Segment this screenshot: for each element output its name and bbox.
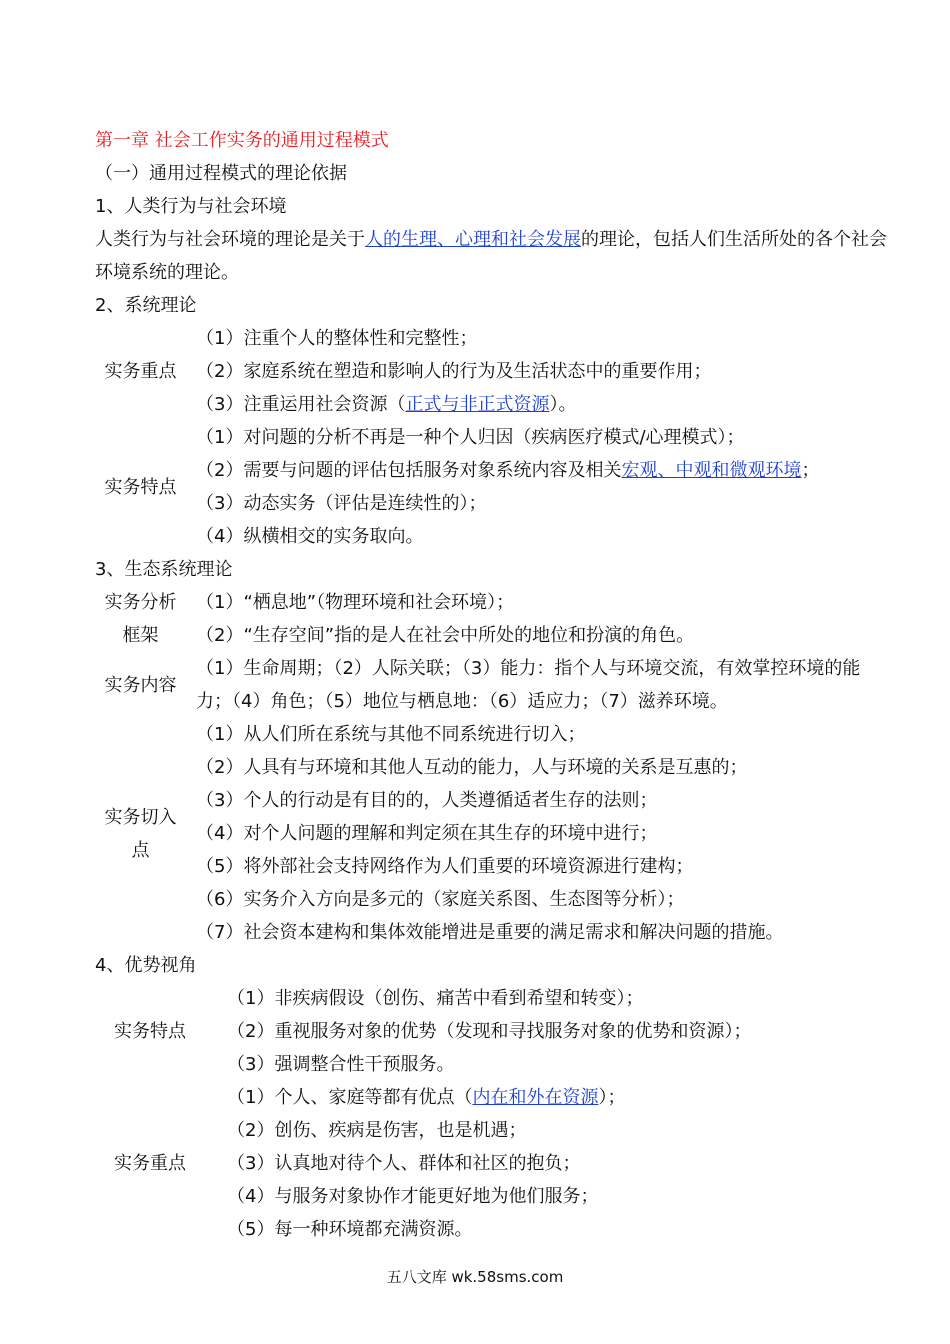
- list-item-text: ）。: [549, 394, 577, 415]
- document-page: [95, 124, 895, 1246]
- section-2-group-1: [95, 322, 895, 421]
- section-2-group-2: [95, 421, 895, 553]
- paragraph-text: 人类行为与社会环境的理论是关于: [95, 229, 365, 250]
- paragraph-text: 的理论，包括人们生活所处的各个社会环境系统的理论。: [95, 229, 887, 283]
- group-label-line: 实务切入: [104, 806, 177, 828]
- list-item: （1）生命周期；（2）人际关联；（3）能力：指个人与环境交流，有效掌控环境的能力；（4）角色；（5）地位与栖息地：（6）适应力；（7）滋养环境。: [196, 658, 861, 712]
- group-label-line: 实务分析: [104, 592, 177, 613]
- section-4-group-1: [95, 982, 895, 1081]
- section-2-heading: 2、系统理论: [95, 295, 197, 316]
- list-item-text: （3）注重运用社会资源（: [196, 394, 406, 415]
- list-item: （2）创伤、疾病是伤害，也是机遇；: [227, 1120, 527, 1141]
- list-item-text: ；: [801, 460, 820, 481]
- section-3-group-1: [95, 586, 895, 652]
- list-item: （1）注重个人的整体性和完整性；: [196, 328, 478, 349]
- list-item-text: （2）需要与问题的评估包括服务对象系统内容及相关: [196, 460, 622, 481]
- list-item: （1）“栖息地”（物理环境和社会环境）；: [196, 592, 515, 613]
- section-3-heading: 3、生态系统理论: [95, 559, 233, 580]
- group-label: 实务内容: [104, 674, 177, 696]
- list-item: （4）与服务对象协作才能更好地为他们服务；: [227, 1186, 599, 1207]
- section-1-heading: 1、人类行为与社会环境: [95, 196, 287, 217]
- group-label: 实务重点: [104, 361, 177, 382]
- list-item: （5）将外部社会支持网络作为人们重要的环境资源进行建构；: [196, 856, 694, 877]
- list-item: （5）每一种环境都充满资源。: [227, 1219, 473, 1240]
- list-item: （2）人具有与环境和其他人互动的能力，人与环境的关系是互惠的；: [196, 757, 748, 778]
- list-item-text: （1）个人、家庭等都有优点（: [227, 1087, 473, 1108]
- group-label: 实务特点: [114, 1021, 186, 1042]
- subtitle: （一）通用过程模式的理论依据: [95, 163, 347, 184]
- section-3-group-2: [95, 652, 895, 718]
- list-item: （1）对问题的分析不再是一种个人归因（疾病医疗模式/心理模式）；: [196, 427, 745, 448]
- list-item: （6）实务介入方向是多元的（家庭关系图、生态图等分析）；: [196, 889, 685, 910]
- footer-watermark: 五八文库 wk.58sms.com: [386, 1268, 564, 1286]
- list-item: （3）个人的行动是有目的的，人类遵循适者生存的法则；: [196, 790, 658, 811]
- list-item: （2）家庭系统在塑造和影响人的行为及生活状态中的重要作用；: [196, 361, 712, 382]
- link-resources[interactable]: 正式与非正式资源: [405, 394, 550, 415]
- section-1-paragraph: [95, 223, 895, 289]
- section-4-group-2: [95, 1081, 895, 1246]
- group-label: [93, 718, 188, 949]
- list-item: （3）认真地对待个人、群体和社区的抱负；: [227, 1153, 581, 1174]
- link-environments[interactable]: 宏观、中观和微观环境: [621, 460, 802, 481]
- list-item-text: ）；: [598, 1087, 626, 1108]
- section-3-group-3: [95, 718, 895, 949]
- list-item: [196, 454, 895, 487]
- list-item: （1）从人们所在系统与其他不同系统进行切入；: [196, 724, 586, 745]
- group-label-line: 点: [131, 839, 150, 861]
- chapter-title: 第一章 社会工作实务的通用过程模式: [95, 130, 389, 151]
- list-item: [227, 1081, 895, 1114]
- link-internal-external-resources[interactable]: 内在和外在资源: [472, 1087, 599, 1108]
- list-item: （4）纵横相交的实务取向。: [196, 526, 424, 547]
- group-label: 实务重点: [114, 1153, 186, 1174]
- group-label: 实务特点: [104, 476, 177, 498]
- list-item: （3）强调整合性干预服务。: [227, 1054, 455, 1075]
- list-item: （2）重视服务对象的优势（发现和寻找服务对象的优势和资源）；: [227, 1021, 752, 1042]
- section-4-heading: 4、优势视角: [95, 955, 197, 976]
- list-item: （7）社会资本建构和集体效能增进是重要的满足需求和解决问题的措施。: [196, 922, 784, 943]
- list-item: （2）“生存空间”指的是人在社会中所处的地位和扮演的角色。: [196, 625, 695, 646]
- list-item: [196, 388, 895, 421]
- list-item: （1）非疾病假设（创伤、痛苦中看到希望和转变）；: [227, 988, 644, 1009]
- list-item: （3）动态实务（评估是连续性的）；: [196, 493, 487, 514]
- link-human-development[interactable]: 人的生理、心理和社会发展: [365, 229, 581, 250]
- list-item: （4）对个人问题的理解和判定须在其生存的环境中进行；: [196, 823, 658, 844]
- group-label: [93, 586, 188, 652]
- group-label-line: 框架: [122, 625, 159, 646]
